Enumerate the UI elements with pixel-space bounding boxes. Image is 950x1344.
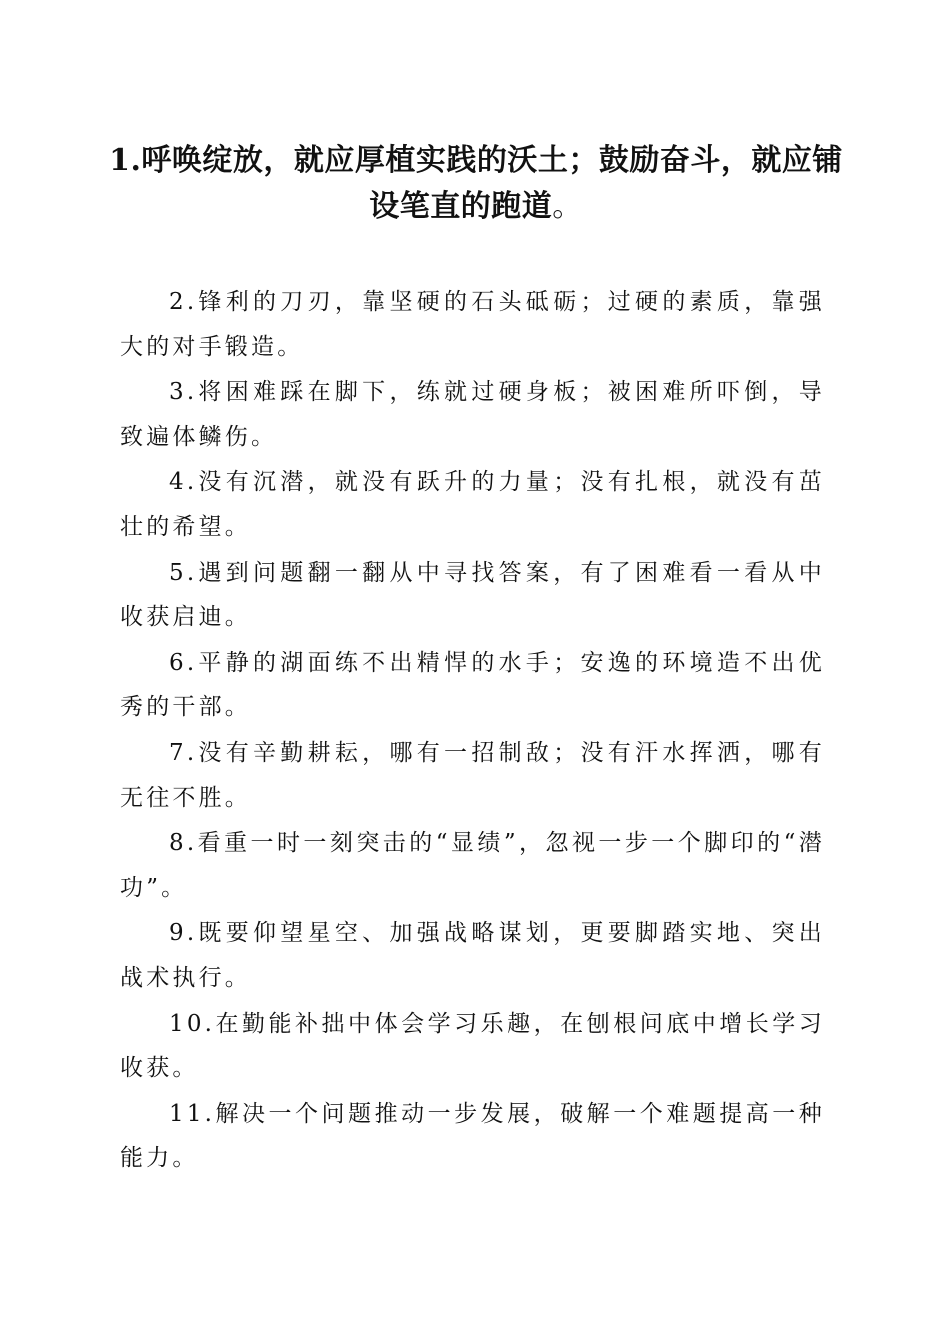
paragraph-item: 11.解决一个问题推动一步发展，破解一个难题提高一种能力。 [120,1100,825,1172]
paragraph-item: 2.锋利的刀刃，靠坚硬的石头砥砺；过硬的素质，靠强大的对手锻造。 [120,289,825,360]
title-text: 1.呼唤绽放，就应厚植实践的沃土；鼓励奋斗，就应铺设笔直的跑道 [109,143,843,224]
paragraph-item: 4.没有沉潜，就没有跃升的力量；没有扎根，就没有茁壮的希望。 [120,469,825,540]
document-title [108,138,844,230]
paragraph-item: 3.将困难踩在脚下，练就过硬身板；被困难所吓倒，导致遍体鳞伤。 [120,379,825,450]
document-body [120,280,825,1182]
paragraph-item: 8.看重一时一刻突击的“显绩”，忽视一步一个脚印的“潜功”。 [120,830,825,901]
title-end-punctuation: 。 [552,189,583,224]
paragraph-item: 10.在勤能补拙中体会学习乐趣，在刨根问底中增长学习收获。 [120,1010,825,1082]
paragraph-item: 9.既要仰望星空、加强战略谋划，更要脚踏实地、突出战术执行。 [120,920,825,991]
paragraph-item: 7.没有辛勤耕耘，哪有一招制敌；没有汗水挥洒，哪有无往不胜。 [120,739,825,811]
paragraph-item: 5.遇到问题翻一翻从中寻找答案，有了困难看一看从中收获启迪。 [120,559,825,631]
paragraph-item: 6.平静的湖面练不出精悍的水手；安逸的环境造不出优秀的干部。 [120,649,825,721]
